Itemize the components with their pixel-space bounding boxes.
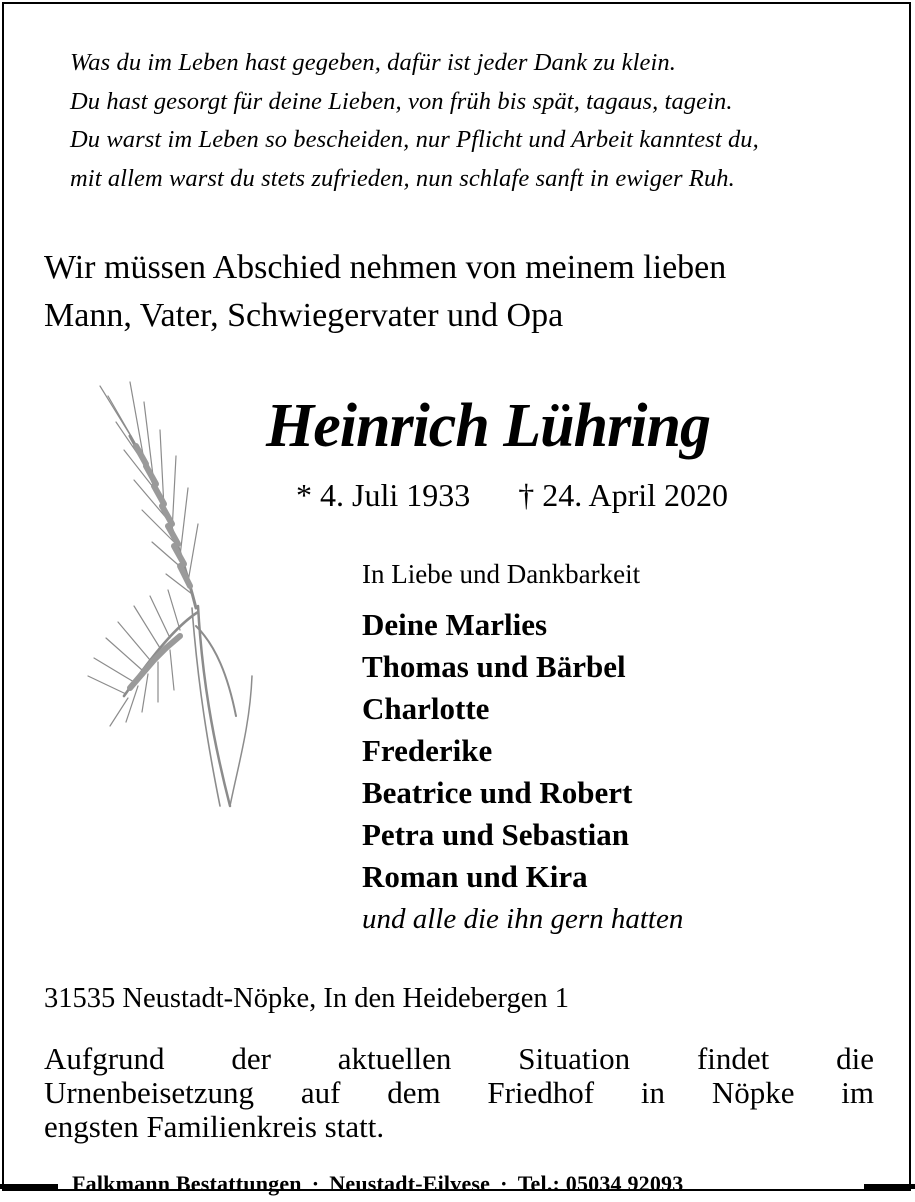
notice-word: Nöpke [711, 1075, 795, 1110]
funeral-home-phone: Tel.: 05034 92093 [517, 1171, 684, 1196]
mourner-name: Roman und Kira [362, 859, 588, 894]
death-date: † 24. April 2020 [518, 477, 729, 513]
mourner-name: Frederike [362, 733, 493, 768]
poem-line: Du hast gesorgt für deine Lieben, von früh bis spät, tagaus, tagein. [70, 87, 733, 115]
notice-word: Friedhof [487, 1075, 595, 1110]
intro-line: Wir müssen Abschied nehmen von meinem lieben [44, 249, 727, 286]
wheat-illustration [80, 376, 270, 816]
footer-separator: · [311, 1171, 320, 1196]
notice-line [44, 1076, 874, 1110]
notice-word: in [640, 1075, 666, 1110]
footer [0, 1164, 915, 1200]
notice-word: Aufgrund [44, 1041, 165, 1076]
notice-word: dem [387, 1075, 441, 1110]
poem-line: Du warst im Leben so bescheiden, nur Pflicht und Arbeit kanntest du, [70, 126, 759, 153]
notice-line [44, 1042, 874, 1076]
mourner-name: Thomas und Bärbel [362, 649, 626, 684]
poem-line: Was du im Leben hast gegeben, dafür ist jeder Dank zu klein. [70, 49, 676, 76]
notice-word: im [841, 1075, 874, 1110]
notice-word: Situation [518, 1041, 631, 1076]
mourners-others: und alle die ihn gern hatten [362, 903, 684, 935]
mourner-name: Petra und Sebastian [362, 817, 629, 852]
footer-text [72, 1166, 683, 1202]
deceased-name: Heinrich Lühring [266, 392, 710, 460]
notice-word: die [836, 1041, 874, 1076]
poem [70, 44, 890, 198]
intro-line: Mann, Vater, Schwiegervater und Opa [44, 297, 564, 334]
intro-text [44, 244, 884, 340]
mourner-name: Charlotte [362, 691, 490, 726]
mourner-name: Beatrice und Robert [362, 775, 633, 810]
mourners-heading: In Liebe und Dankbarkeit [362, 559, 641, 589]
life-dates [296, 474, 728, 516]
notice-line: engsten Familienkreis statt. [44, 1109, 385, 1144]
poem-line: mit allem warst du stets zufrieden, nun schlafe sanft in ewiger Ruh. [70, 164, 735, 192]
notice-word: der [231, 1041, 271, 1076]
burial-notice [44, 1042, 874, 1144]
funeral-home-location: Neustadt-Eilvese [329, 1171, 491, 1196]
notice-word: Urnenbeisetzung [44, 1075, 255, 1110]
mourners-list [362, 604, 683, 940]
footer-separator: · [500, 1171, 508, 1196]
birth-date: * 4. Juli 1933 [296, 477, 471, 513]
mourner-name: Deine Marlies [362, 607, 548, 642]
footer-rule-right [864, 1184, 915, 1189]
notice-word: findet [696, 1041, 770, 1076]
notice-word: aktuellen [337, 1041, 452, 1076]
footer-rule-left [0, 1184, 58, 1189]
address: 31535 Neustadt-Nöpke, In den Heidebergen 1 [44, 983, 569, 1014]
funeral-home-name: Falkmann Bestattungen [72, 1171, 302, 1196]
notice-word: auf [300, 1075, 341, 1110]
